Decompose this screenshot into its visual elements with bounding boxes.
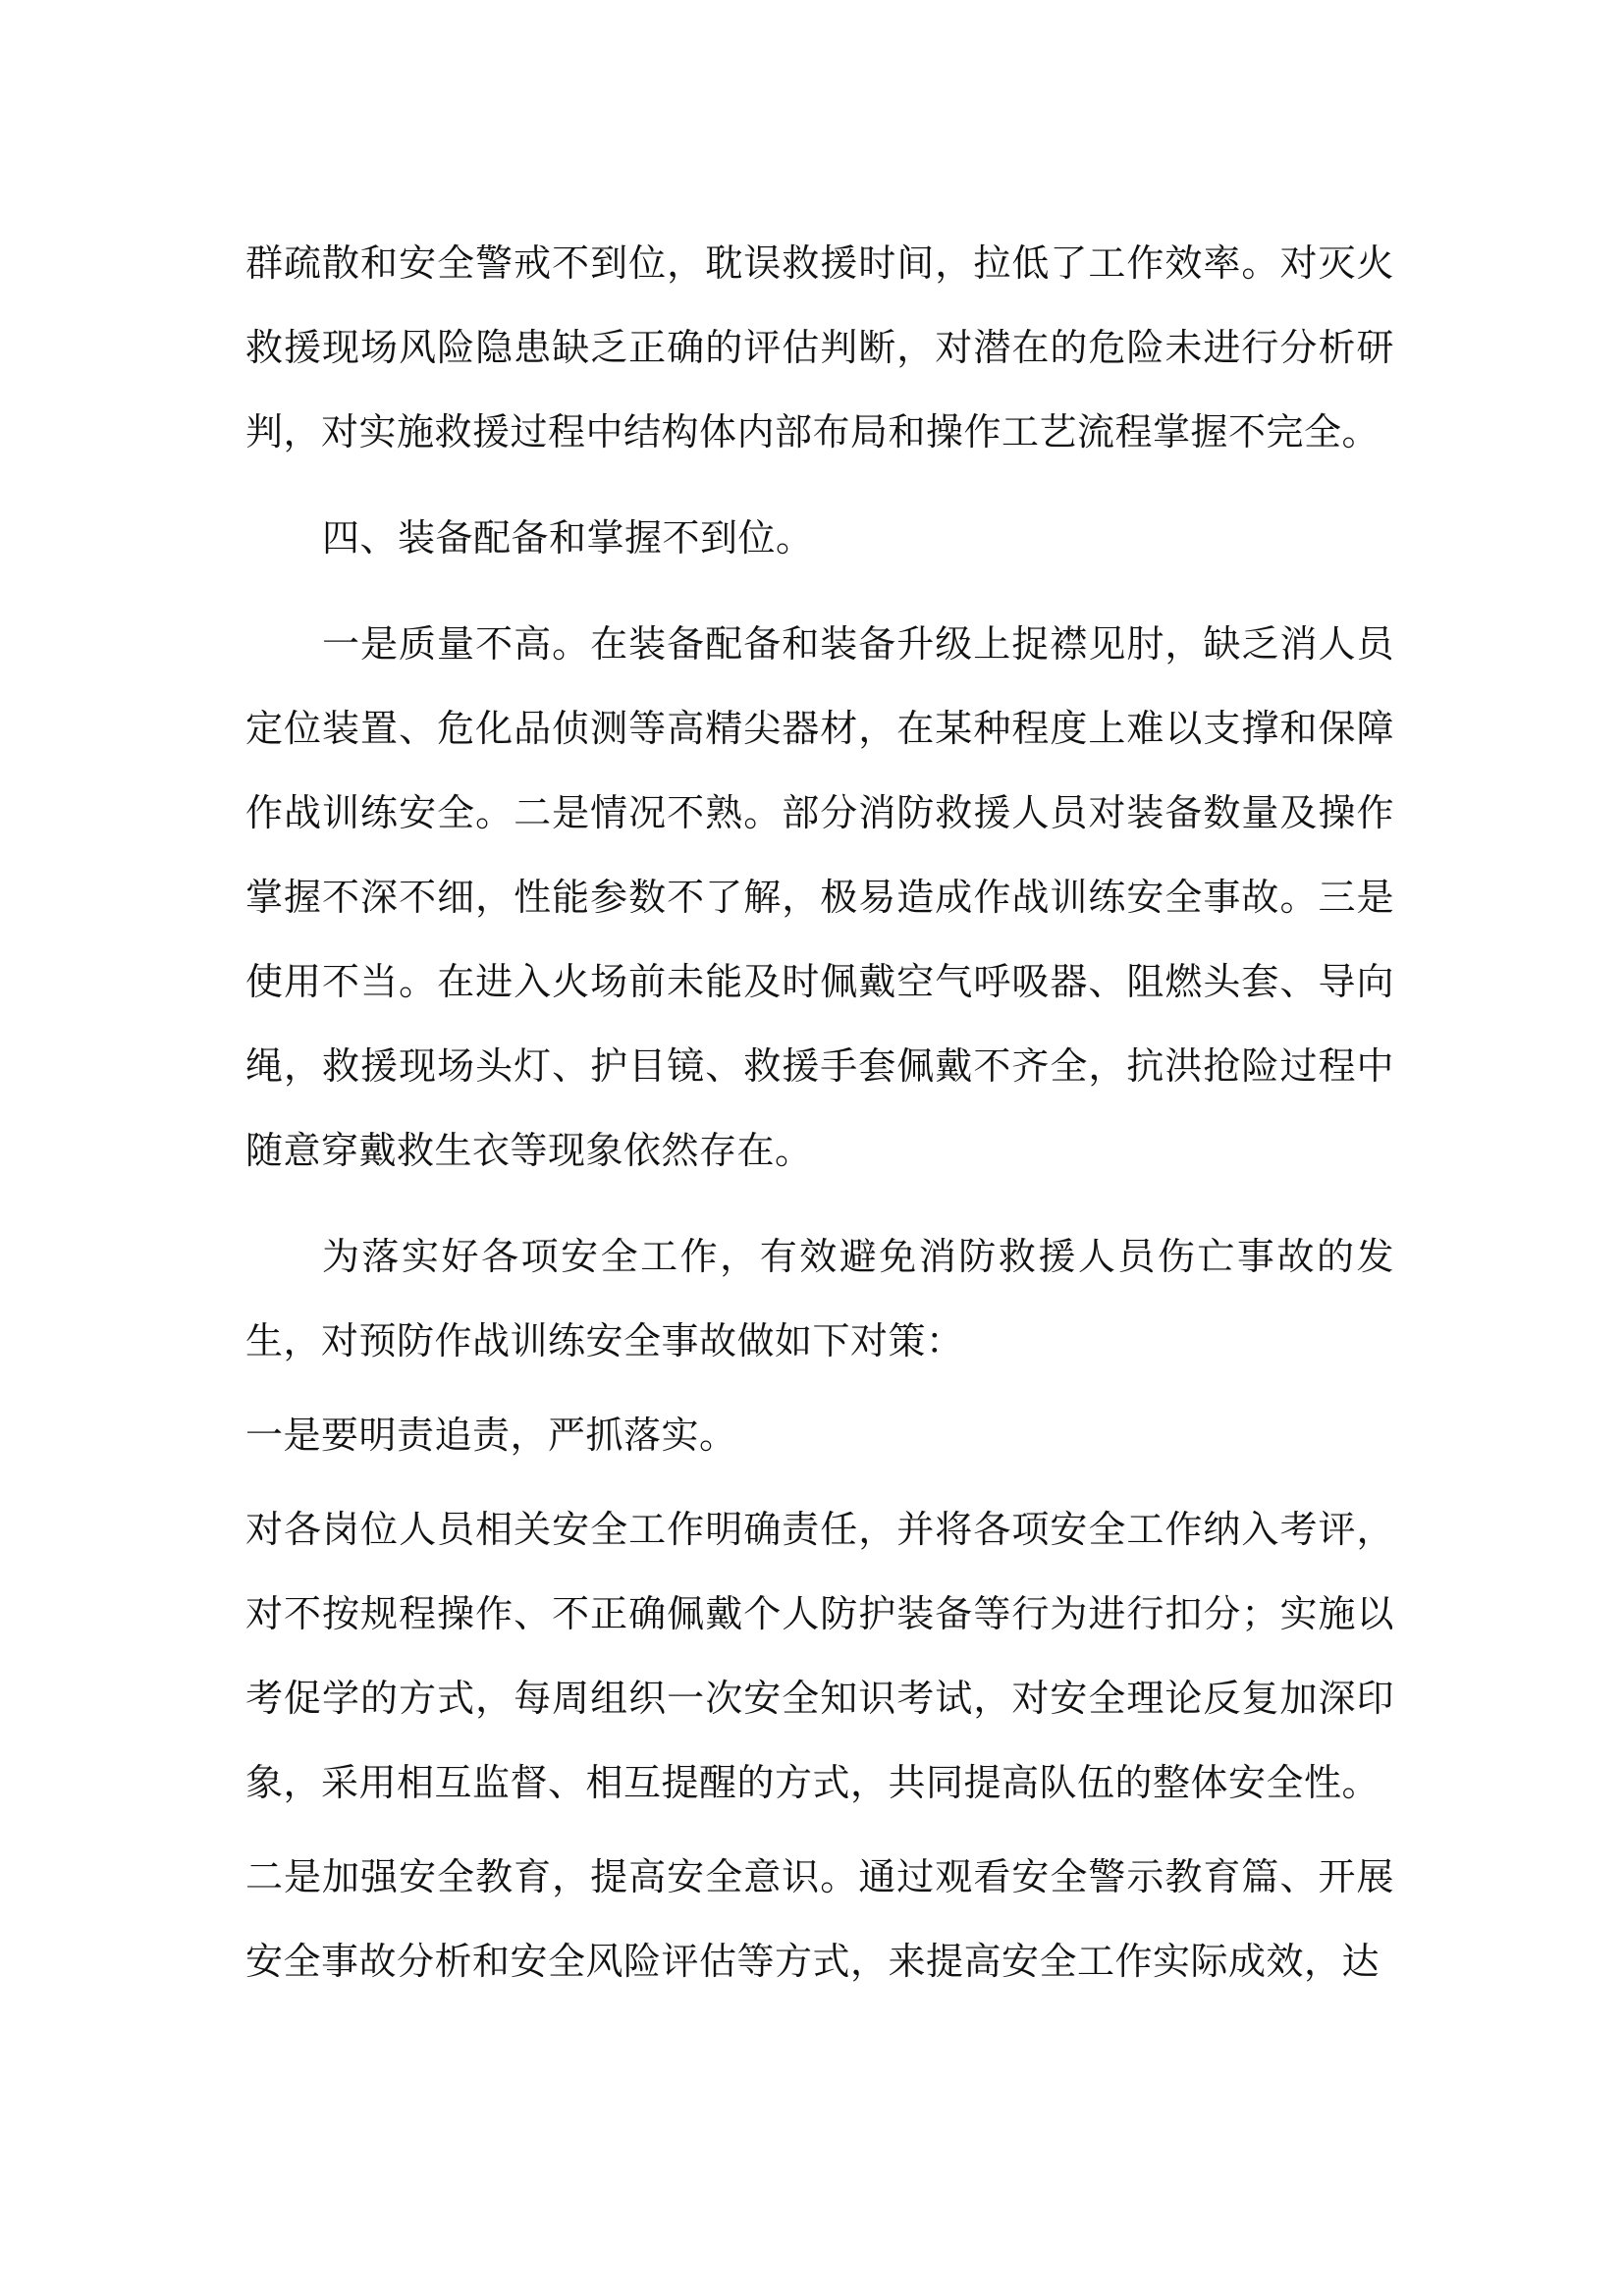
document-body xyxy=(245,221,1394,2003)
paragraph-continuation: 群疏散和安全警戒不到位，耽误救援时间，拉低了工作效率。对灭火救援现场风险隐患缺乏正确的评估判断，对潜在的危险未进行分析研判，对实施救援过程中结构体内部布局和操作工艺流程掌握不完全。 xyxy=(245,241,1394,454)
paragraph-equipment-issues: 一是质量不高。在装备配备和装备升级上捉襟见肘，缺乏消人员定位装置、危化品侦测等高精尖器材，在某种程度上难以支撑和保障作战训练安全。二是情况不熟。部分消防救援人员对装备数量及操作掌握不深不细，性能参数不了解，极易造成作战训练安全事故。三是使用不当。在进入火场前未能及时佩戴空气呼吸器、阻燃头套、导向绳，救援现场头灯、护目镜、救援手套佩戴不齐全，抗洪抢险过程中随意穿戴救生衣等现象依然存在。 xyxy=(245,622,1394,1172)
section-heading-equipment: 四、装备配备和掌握不到位。 xyxy=(322,516,814,560)
paragraph-countermeasures-intro: 为落实好各项安全工作，有效避免消防救援人员伤亡事故的发生，对预防作战训练安全事故做如下对策： xyxy=(245,1235,1394,1362)
heading-accountability: 一是要明责追责，严抓落实。 xyxy=(245,1414,737,1457)
paragraph-safety-education: 二是加强安全教育，提高安全意识。通过观看安全警示教育篇、开展安全事故分析和安全风险评估等方式，来提高安全工作实际成效，达 xyxy=(245,1855,1394,1983)
paragraph-accountability: 对各岗位人员相关安全工作明确责任，并将各项安全工作纳入考评，对不按规程操作、不正确佩戴个人防护装备等行为进行扣分；实施以考促学的方式，每周组织一次安全知识考试，对安全理论反复加深印象，采用相互监督、相互提醒的方式，共同提高队伍的整体安全性。 xyxy=(245,1508,1394,1804)
